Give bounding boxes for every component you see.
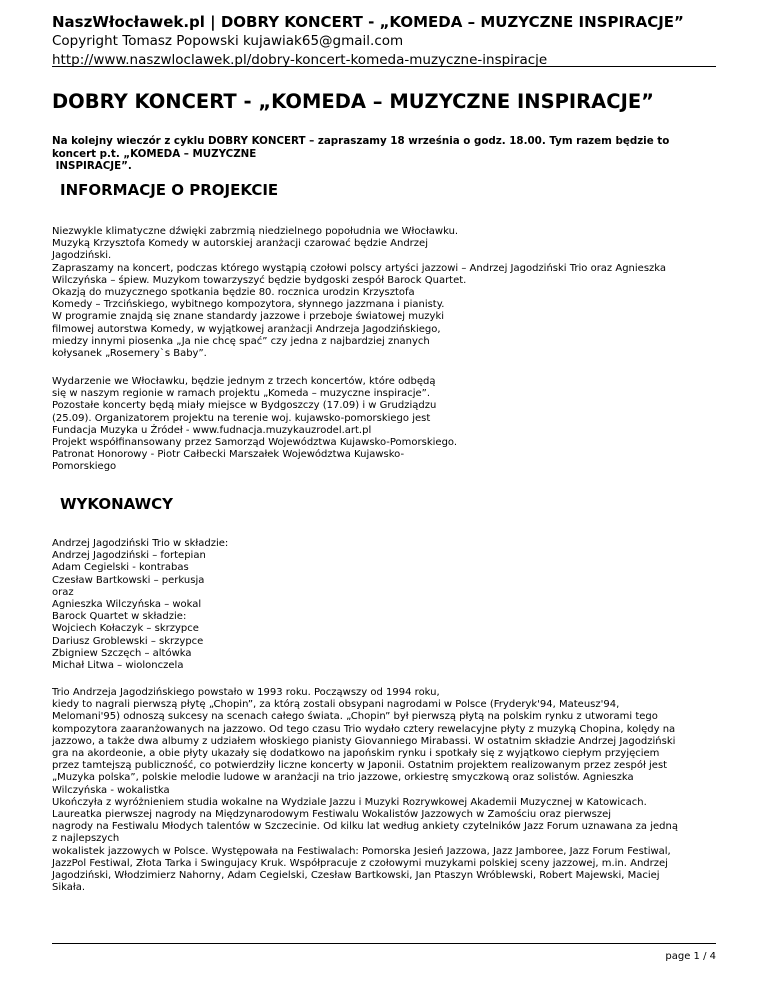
bio-line: „Muzyka polska”, polskie melodie ludowe w aranżacji na trio jazzowe, orkiestrę smyczkową oraz solistów. Agnieszka [52,772,634,784]
bio-line: z najlepszych [52,833,120,845]
bio-line: kiedy to nagrali pierwszą płytę „Chopin”, za którą zostali obsypani nagrodami w Polsce (Fryderyk'94, Mateusz'94, [52,699,620,711]
bio-line: gra na akordeonie, a obie płyty ukazały się dodatkowo na japońskim rynku i spotkały się z wyjątkowo ciepłym przyjęciem [52,748,660,760]
text-line: (25.09). Organizatorem projektu na terenie woj. kujawsko-pomorskiego jest [52,412,431,424]
text-line: Fundacja Muzyka u Źródeł - www.fudnacja.muzykauzrodel.art.pl [52,424,372,436]
project-info-paragraph-1 [52,226,722,360]
intro-line: INSPIRACJE”. [52,160,132,172]
text-line: się w naszym regionie w ramach projektu „Komeda – muzyczne inspiracje”. [52,388,431,400]
text-line: Wydarzenie we Włocławku, będzie jednym z trzech koncertów, które odbędą [52,376,436,387]
text-line: Muzyką Krzysztofa Komedy w autorskiej aranżacji czarować będzie Andrzej [52,238,428,250]
bio-line: Trio Andrzeja Jagodzińskiego powstało w 1993 roku. Począwszy od 1994 roku, [52,687,440,698]
article-intro [52,135,722,173]
text-line: Wilczyńska – śpiew. Muzykom towarzyszyć będzie bydgoski zespół Barock Quartet. [52,274,467,286]
text-line: Pozostałe koncerty będą miały miejsce w Bydgoszczy (17.09) i w Grudziądzu [52,400,437,412]
page-number: page 1 / 4 [665,951,716,962]
project-info-paragraph-2 [52,376,722,474]
text-line: Projekt współfinansowany przez Samorząd Województwa Kujawsko-Pomorskiego. [52,437,458,449]
lineup-line: Agnieszka Wilczyńska – wokal [52,599,202,611]
lineup-line: Barock Quartet w składzie: [52,611,187,623]
text-line: Okazją do muzycznego spotkania będzie 80. rocznica urodzin Krzysztofa [52,287,415,299]
lineup-line: Zbigniew Szczęch – altówka [52,647,192,659]
bio-line: Laureatka pierwszej nagrody na Międzynarodowym Festiwalu Wokalistów Jazzowych w Zamościu oraz pierwszej [52,809,612,821]
bio-line: Ukończyła z wyróżnieniem studia wokalne na Wydziale Jazzu i Muzyki Rozrywkowej Akademii Muzycznej w Katowicach. [52,796,647,808]
header-divider [52,66,716,67]
page-header [52,12,716,70]
bio-line: wokalistek jazzowych w Polsce. Występowała na Festiwalach: Pomorska Jesień Jazzowa, Jazz Jamboree, Jazz Forum Festiwal, [52,845,671,857]
bio-line: Jagodziński, Włodzimierz Nahorny, Adam Cegielski, Czesław Bartkowski, Jan Ptaszyn Wróblewski, Robert Majewski, Maciej [52,870,660,882]
article-title: DOBRY KONCERT - „KOMEDA – MUZYCZNE INSPIRACJE” [52,90,654,113]
site-title: NaszWłocławek.pl | DOBRY KONCERT - „KOMEDA – MUZYCZNE INSPIRACJE” [52,13,684,31]
section-heading-project-info: INFORMACJE O PROJEKCIE [60,181,279,199]
bio-line: przez tamtejszą publiczność, co potwierdziły liczne koncerty w Japonii. Ostatnim projektem realizowanym przez zespół jest [52,760,668,772]
bio-line: nagrody na Festiwalu Młodych talentów w Szczecinie. Od kilku lat według ankiety czytelników Jazz Forum uznawana za jedną [52,821,678,833]
section-heading-performers: WYKONAWCY [60,495,174,513]
bio-line: Melomani'95) odnoszą sukcesy na scenach całego świata. „Chopin” był pierwszą płytą na polskim rynku z utworami tego [52,711,658,723]
text-line: Patronat Honorowy - Piotr Całbecki Marszałek Województwa Kujawsko- [52,449,405,461]
footer-divider [52,943,716,944]
text-line: Komedy – Trzcińskiego, wybitnego kompozytora, słynnego jazzmana i pianisty. [52,299,445,311]
bio-line: Sikała. [52,882,86,894]
lineup-line: Czesław Bartkowski – perkusja [52,574,205,586]
intro-line: Na kolejny wieczór z cyklu DOBRY KONCERT – zapraszamy 18 września o godz. 18.00. Tym razem będzie to [52,135,670,147]
lineup-line: Andrzej Jagodziński Trio w składzie: [52,538,229,549]
lineup-line: Michał Litwa – wiolonczela [52,660,184,672]
copyright-line: Copyright Tomasz Popowski kujawiak65@gmail.com [52,33,404,49]
text-line: Jagodziński. [52,250,112,262]
lineup-line: Wojciech Kołaczyk – skrzypce [52,623,199,635]
text-line: W programie znajdą się znane standardy jazzowe i przeboje światowej muzyki [52,311,445,323]
source-url: http://www.naszwloclawek.pl/dobry-koncert-komeda-muzyczne-inspiracje [52,52,548,68]
text-line: kołysanek „Rosemery`s Baby”. [52,348,207,360]
text-line: Pomorskiego [52,461,117,473]
bio-line: kompozytora zaaranżowanych na jazzowo. Od tego czasu Trio wydało cztery rewelacyjne płyty z muzyką Chopina, kolędy na [52,723,676,735]
intro-line: koncert p.t. „KOMEDA – MUZYCZNE [52,147,257,160]
lineup-line: Dariusz Groblewski – skrzypce [52,635,204,647]
bio-line: Wilczyńska - wokalistka [52,784,170,796]
performers-lineup [52,538,722,672]
lineup-line: Adam Cegielski - kontrabas [52,562,189,574]
text-line: filmowej autorstwa Komedy, w wyjątkowej aranżacji Andrzeja Jagodzińskiego, [52,323,441,335]
lineup-line: Andrzej Jagodziński – fortepian [52,550,206,562]
text-line: Zapraszamy na koncert, podczas którego wystąpią czołowi polscy artyści jazzowi – Andrzej Jagodziński Trio oraz Agnieszka [52,262,667,274]
performers-bio [52,687,722,894]
bio-line: JazzPol Festiwal, Złota Tarka i Swingujacy Kruk. Współpracuje z czołowymi muzykami polskiej sceny jazzowej, m.in. Andrzej [52,857,668,869]
text-line: Niezwykle klimatyczne dźwięki zabrzmią niedzielnego popołudnia we Włocławku. [52,226,459,237]
bio-line: jazzowo, a także dwa albumy z udziałem włoskiego pianisty Giovanniego Mirabassi. W ostatnim składzie Andrzej Jagodziński [52,735,676,747]
lineup-line: oraz [52,586,74,598]
text-line: miedzy innymi piosenka „Ja nie chcę spać” czy jedna z najbardziej znanych [52,335,430,347]
